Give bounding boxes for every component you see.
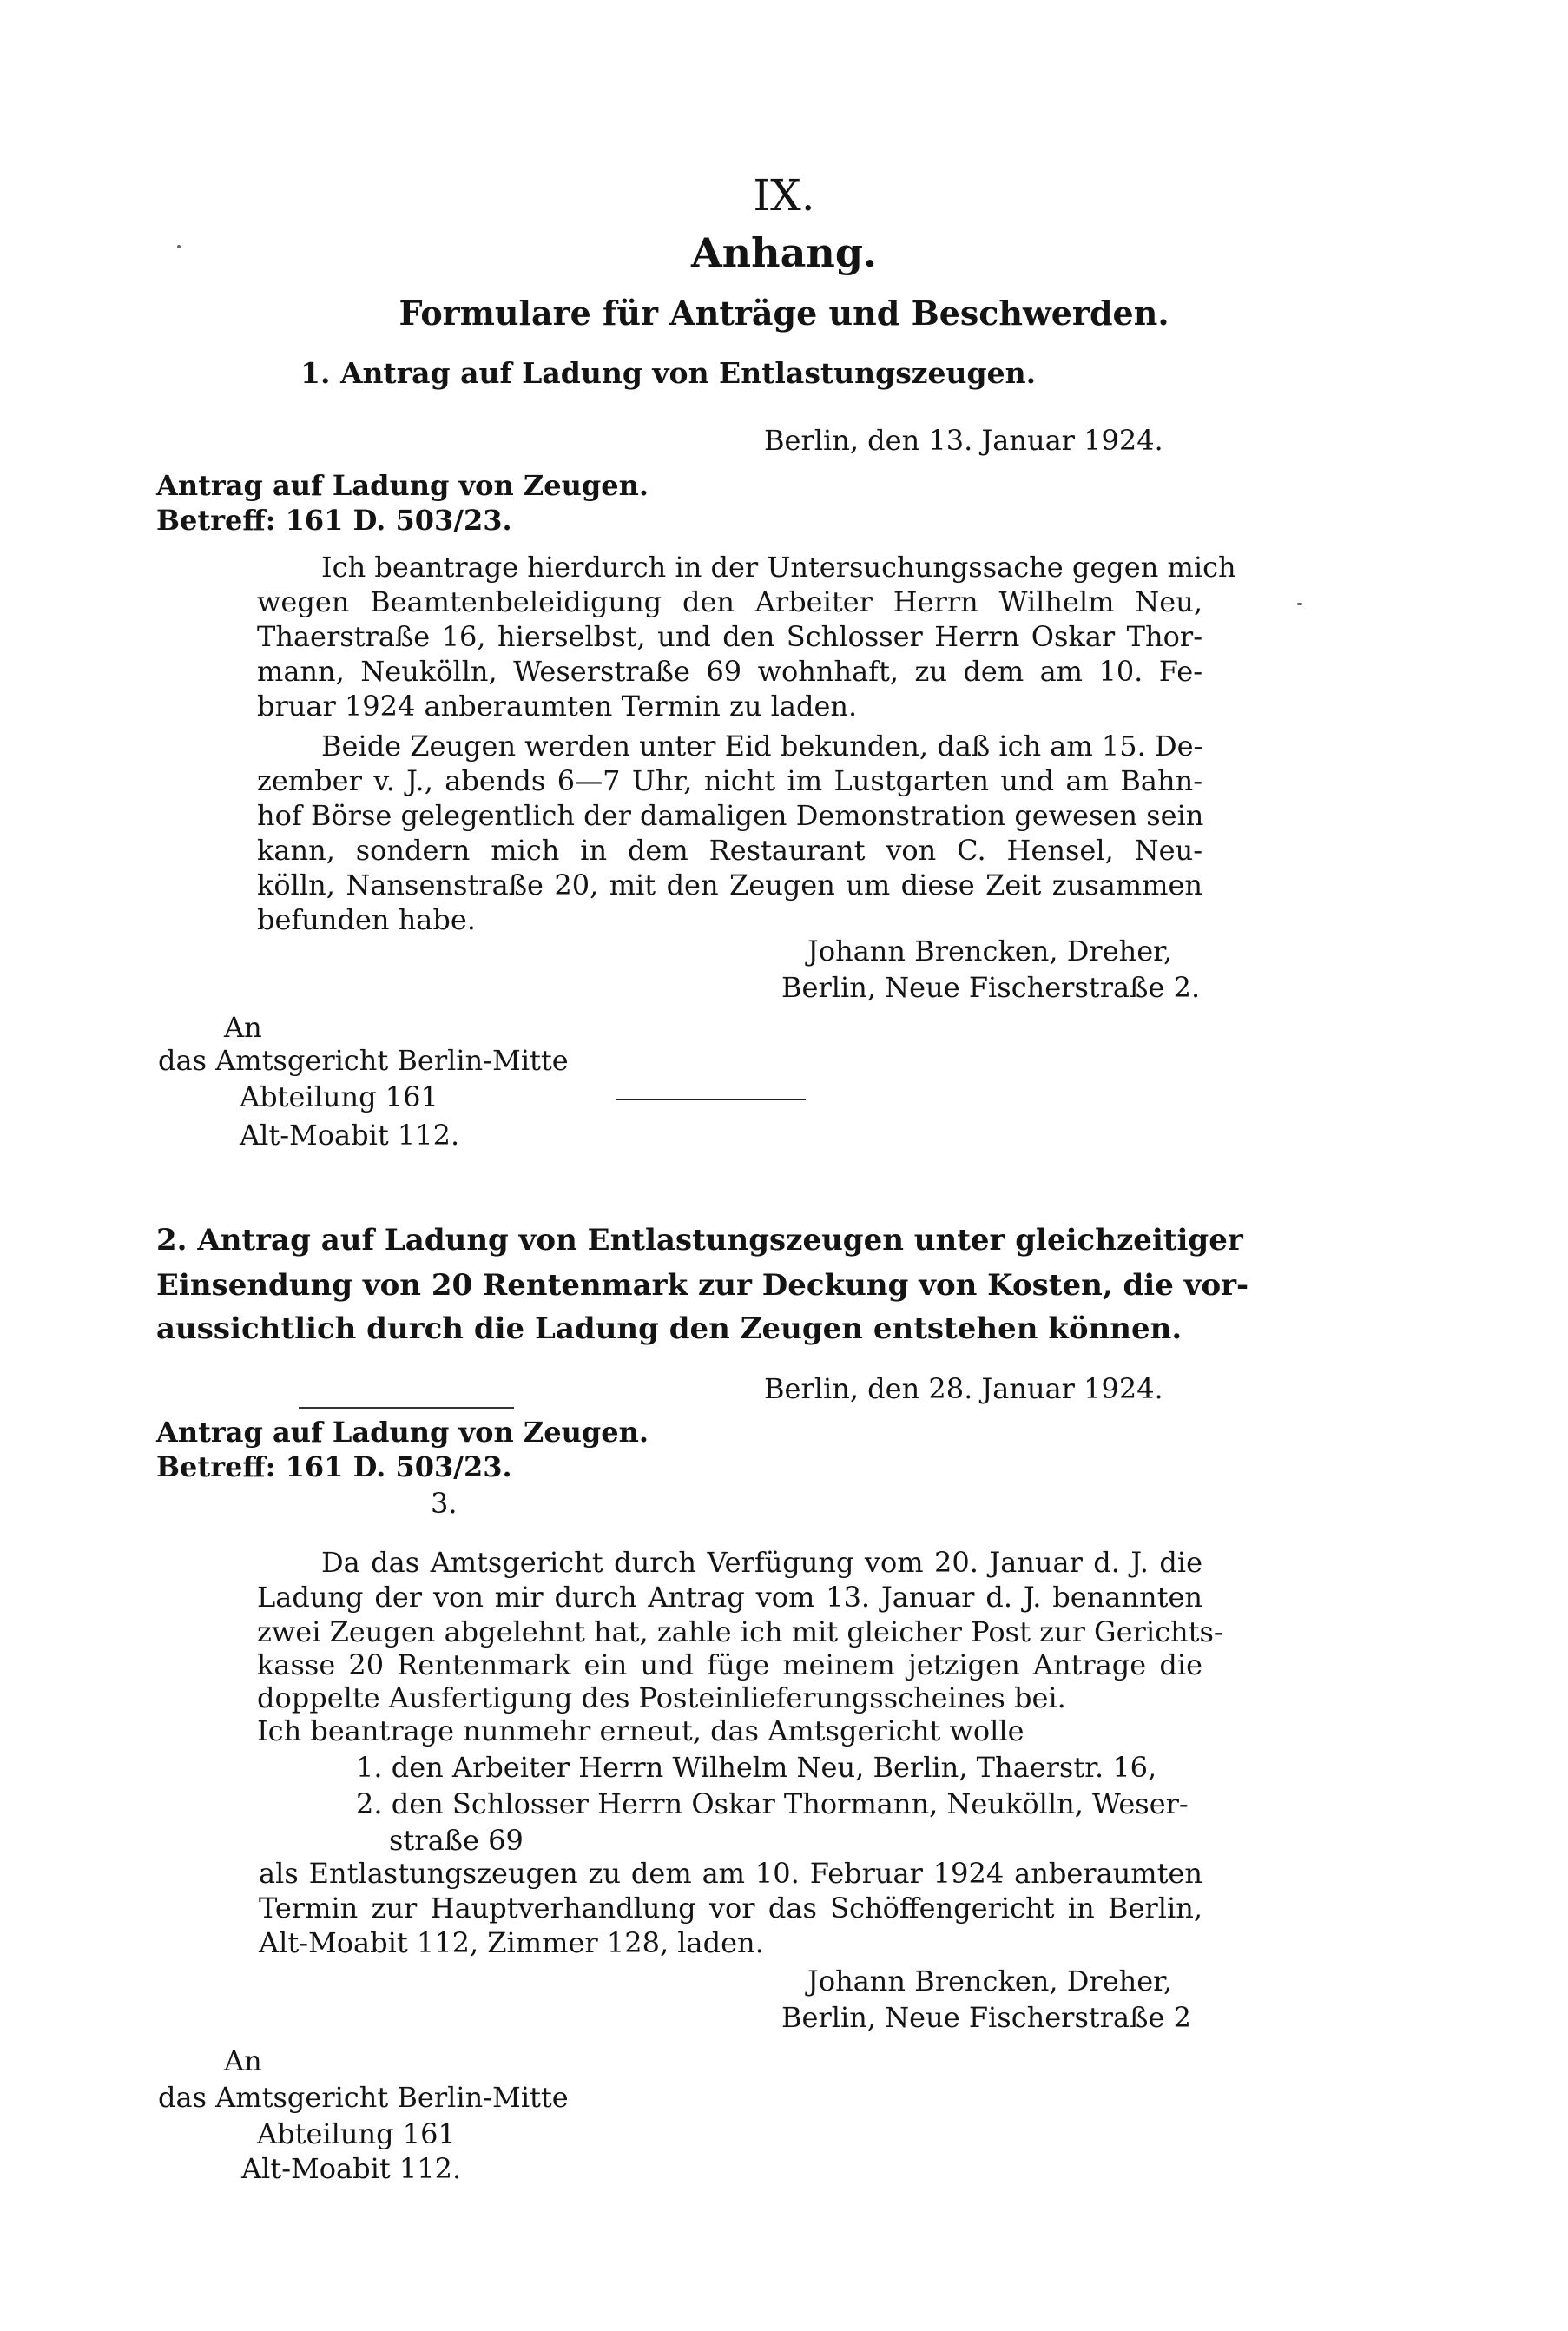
chapter-number: IX. [753, 170, 815, 221]
body-line: Ich beantrage hierdurch in der Untersuchungssache gegen mich [321, 551, 1236, 584]
section2-signature-address: Berlin, Neue Fischerstraße 2 [781, 2001, 1191, 2034]
body-line: Da das Amtsgericht durch Verfügung vom 20. Januar d. J. die [321, 1546, 1202, 1579]
separator-line [616, 1099, 806, 1100]
body-line: kölln, Nansenstraße 20, mit den Zeugen um diese Zeit zusammen [257, 868, 1202, 901]
section1-reference: Betreff: 161 D. 503/23. [156, 504, 512, 537]
address-line: An [224, 2044, 262, 2077]
address-line: das Amtsgericht Berlin-Mitte [158, 1044, 569, 1077]
section2-date: Berlin, den 28. Januar 1924. [764, 1372, 1163, 1405]
heading-line: 2. Antrag auf Ladung von Entlastungszeugen unter gleichzeitiger [156, 1223, 1243, 1258]
body-line: doppelte Ausfertigung des Posteinlieferungsscheines bei. [257, 1681, 1066, 1714]
address-line: Alt-Moabit 112. [241, 2152, 462, 2185]
section2-subject: Antrag auf Ladung von Zeugen. [156, 1416, 649, 1449]
body-line: bruar 1924 anberaumten Termin zu laden. [257, 690, 858, 723]
section2-page-mark: 3. [431, 1487, 458, 1520]
section2-signature-name: Johann Brencken, Dreher, [807, 1965, 1173, 1998]
chapter-subtitle: Formulare für Anträge und Beschwerden. [399, 294, 1169, 333]
scan-speck [1297, 603, 1302, 605]
list-item: 1. den Arbeiter Herrn Wilhelm Neu, Berlin, Thaerstr. 16, [356, 1751, 1157, 1784]
scan-speck [177, 245, 181, 248]
heading-line: aussichtlich durch die Ladung den Zeugen entstehen können. [156, 1311, 1183, 1346]
section1-subject: Antrag auf Ladung von Zeugen. [156, 469, 649, 502]
body-line: hof Börse gelegentlich der damaligen Demonstration gewesen sein [257, 799, 1204, 832]
address-line: Abteilung 161 [257, 2117, 456, 2150]
section1-signature-address: Berlin, Neue Fischerstraße 2. [781, 971, 1201, 1004]
heading-line: Einsendung von 20 Rentenmark zur Deckung von Kosten, die vor- [156, 1268, 1249, 1303]
address-line: Abteilung 161 [240, 1080, 438, 1113]
section1-date: Berlin, den 13. Januar 1924. [764, 424, 1163, 457]
list-item: straße 69 [389, 1824, 524, 1857]
body-line: Ladung der von mir durch Antrag vom 13. Januar d. J. benannten [257, 1581, 1202, 1614]
chapter-title: Anhang. [690, 229, 877, 276]
body-line: zember v. J., abends 6—7 Uhr, nicht im Lustgarten und am Bahn- [257, 764, 1202, 797]
request-intro: Ich beantrage nunmehr erneut, das Amtsgericht wolle [257, 1714, 1024, 1747]
body-line: zwei Zeugen abgelehnt hat, zahle ich mit gleicher Post zur Gerichts- [257, 1615, 1223, 1648]
address-line: An [224, 1011, 262, 1044]
address-line: Alt-Moabit 112. [240, 1119, 460, 1152]
body-line: mann, Neukölln, Weserstraße 69 wohnhaft, zu dem am 10. Fe- [257, 655, 1202, 688]
section1-signature-name: Johann Brencken, Dreher, [807, 934, 1173, 967]
section2-reference: Betreff: 161 D. 503/23. [156, 1450, 512, 1483]
body-line: Termin zur Hauptverhandlung vor das Schöffengericht in Berlin, [259, 1892, 1202, 1925]
section1-heading: 1. Antrag auf Ladung von Entlastungszeugen. [300, 356, 1037, 390]
body-line: als Entlastungszeugen zu dem am 10. Februar 1924 anberaumten [259, 1857, 1202, 1890]
body-line: Alt-Moabit 112, Zimmer 128, laden. [259, 1926, 764, 1959]
body-line: kann, sondern mich in dem Restaurant von C. Hensel, Neu- [257, 834, 1202, 867]
strike-mark [299, 1407, 514, 1409]
body-line: Beide Zeugen werden unter Eid bekunden, daß ich am 15. De- [321, 730, 1203, 763]
body-line: befunden habe. [257, 903, 476, 936]
address-line: das Amtsgericht Berlin-Mitte [158, 2081, 569, 2114]
list-item: 2. den Schlosser Herrn Oskar Thormann, Neukölln, Weser- [356, 1787, 1189, 1820]
body-line: wegen Beamtenbeleidigung den Arbeiter Herrn Wilhelm Neu, [257, 585, 1202, 618]
body-line: kasse 20 Rentenmark ein und füge meinem jetzigen Antrage die [257, 1648, 1202, 1681]
body-line: Thaerstraße 16, hierselbst, und den Schlosser Herrn Oskar Thor- [257, 620, 1202, 653]
